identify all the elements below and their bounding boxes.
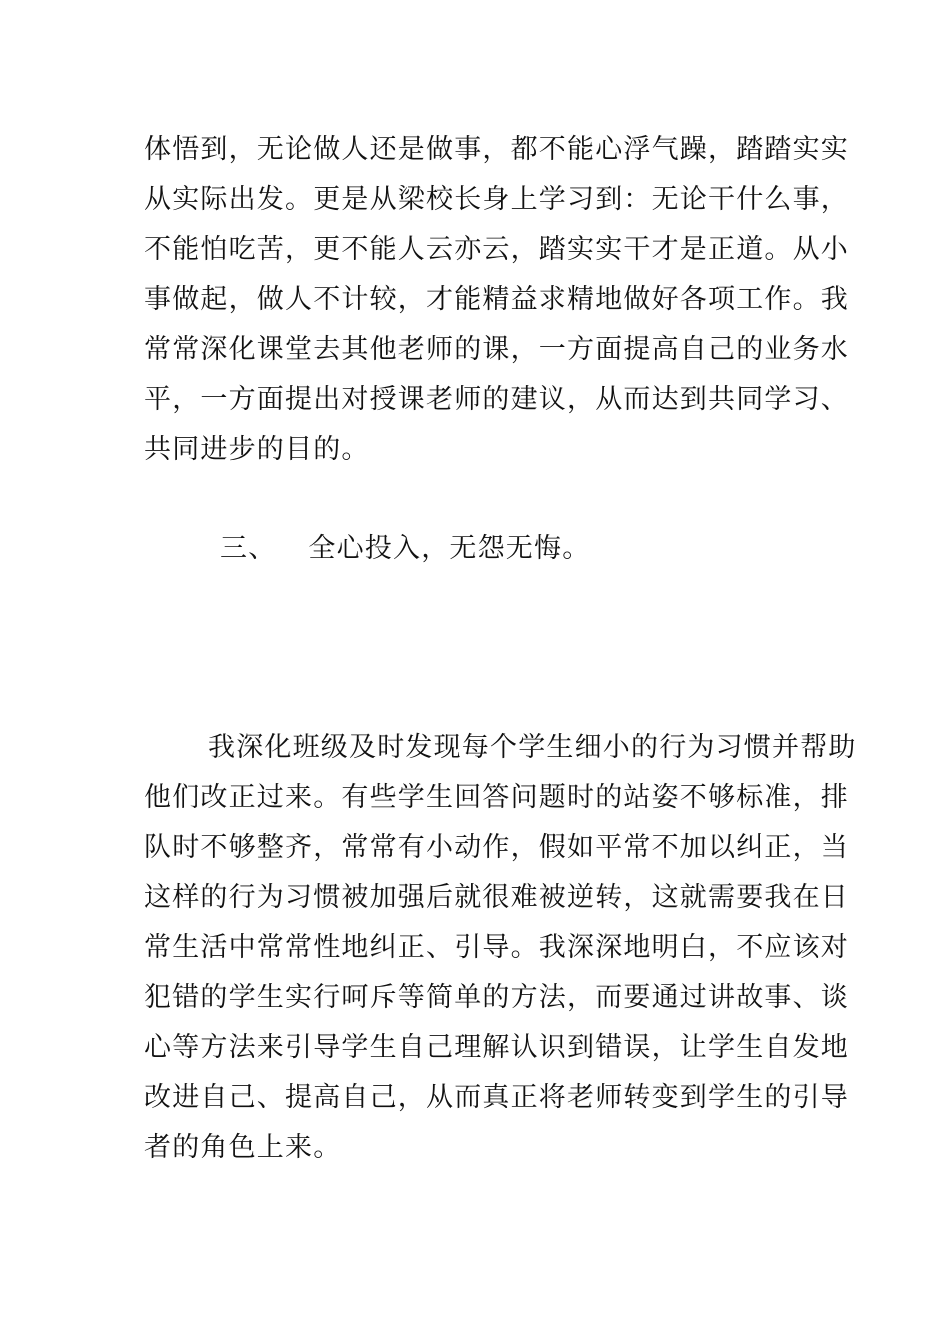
paragraph-line: 心等方法来引导学生自己理解认识到错误，让学生自发地 <box>144 1032 849 1063</box>
paragraph-line: 从实际出发。更是从梁校长身上学习到：无论干什么事， <box>144 184 849 215</box>
paragraph-line: 这样的行为习惯被加强后就很难被逆转，这就需要我在日 <box>144 882 849 913</box>
paragraph-line: 常生活中常常性地纠正、引导。我深深地明白，不应该对 <box>144 932 849 963</box>
paragraph-line: 体悟到，无论做人还是做事，都不能心浮气躁，踏踏实实 <box>144 134 849 165</box>
paragraph-line: 犯错的学生实行呵斥等简单的方法，而要通过讲故事、谈 <box>144 982 849 1013</box>
paragraph-line: 事做起，做人不计较，才能精益求精地做好各项工作。我 <box>144 284 849 315</box>
paragraph-line: 改进自己、提高自己，从而真正将老师转变到学生的引导 <box>144 1082 849 1113</box>
paragraph-line: 平，一方面提出对授课老师的建议，从而达到共同学习、 <box>144 384 849 415</box>
paragraph-line: 我深化班级及时发现每个学生细小的行为习惯并帮助 <box>208 732 857 763</box>
paragraph-line: 者的角色上来。 <box>144 1132 342 1163</box>
section-heading <box>220 531 890 567</box>
section-title: 全心投入，无怨无悔。 <box>308 533 591 564</box>
section-number: 三、 <box>220 533 277 564</box>
paragraph-line: 队时不够整齐，常常有小动作，假如平常不加以纠正，当 <box>144 832 849 863</box>
paragraph-line: 常常深化课堂去其他老师的课，一方面提高自己的业务水 <box>144 334 849 365</box>
paragraph-line: 不能怕吃苦，更不能人云亦云，踏实实干才是正道。从小 <box>144 234 849 265</box>
paragraph-line: 共同进步的目的。 <box>144 434 370 465</box>
paragraph-line: 他们改正过来。有些学生回答问题时的站姿不够标准，排 <box>144 782 849 813</box>
